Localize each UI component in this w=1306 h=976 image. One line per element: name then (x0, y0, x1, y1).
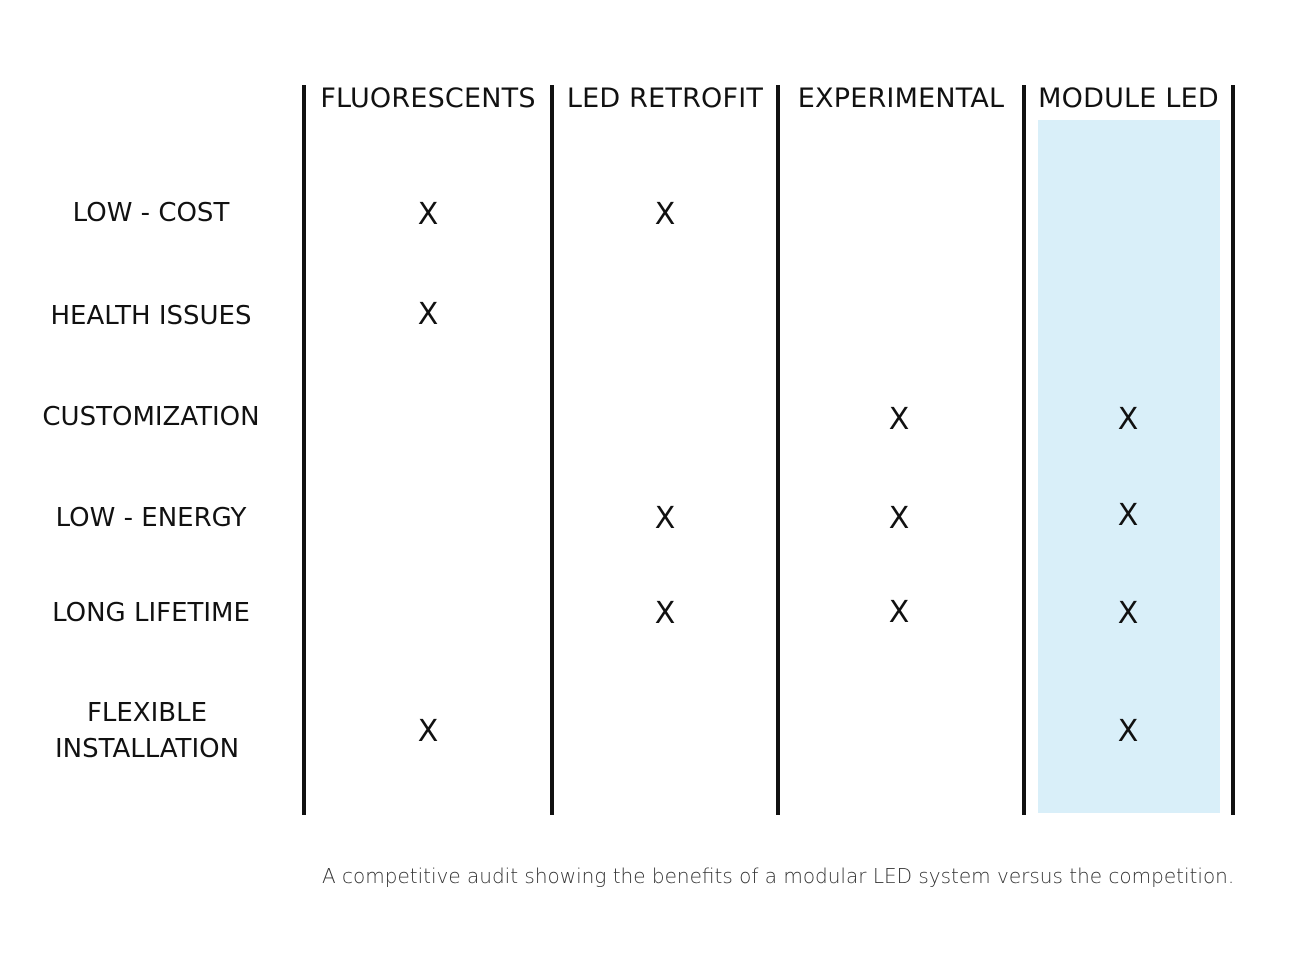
column-divider (302, 85, 306, 815)
check-mark: X (654, 501, 676, 536)
row-label-low-energy: LOW - ENERGY (55, 503, 247, 533)
row-label-customization: CUSTOMIZATION (42, 402, 260, 432)
check-mark: X (888, 402, 910, 437)
check-mark: X (654, 596, 676, 631)
row-label-line: FLEXIBLE (86, 698, 208, 728)
check-mark: X (654, 197, 676, 232)
column-header-experimental: EXPERIMENTAL (797, 83, 1005, 114)
column-header-led-retrofit: LED RETROFIT (566, 83, 764, 114)
column-divider (1231, 85, 1235, 815)
check-mark: X (1117, 714, 1139, 749)
check-mark: X (888, 501, 910, 536)
check-mark: X (888, 595, 910, 630)
column-divider (776, 85, 780, 815)
check-mark: X (417, 297, 439, 332)
row-label-health-issues: HEALTH ISSUES (50, 301, 252, 331)
check-mark: X (417, 197, 439, 232)
column-divider (550, 85, 554, 815)
column-header-fluorescents: FLUORESCENTS (320, 83, 536, 114)
check-mark: X (1117, 596, 1139, 631)
row-label-line: INSTALLATION (54, 734, 240, 764)
module-led-highlight (1038, 120, 1220, 813)
column-header-module-led: MODULE LED (1038, 83, 1219, 114)
check-mark: X (1117, 402, 1139, 437)
check-mark: X (1117, 498, 1139, 533)
caption: A competitive audit showing the benefits of a modular LED system versus the competition. (322, 864, 1235, 888)
row-label-long-lifetime: LONG LIFETIME (52, 598, 250, 628)
check-mark: X (417, 714, 439, 749)
column-divider (1022, 85, 1026, 815)
row-label-low-cost: LOW - COST (72, 198, 230, 228)
row-label-flexible-installation (16, 695, 278, 767)
